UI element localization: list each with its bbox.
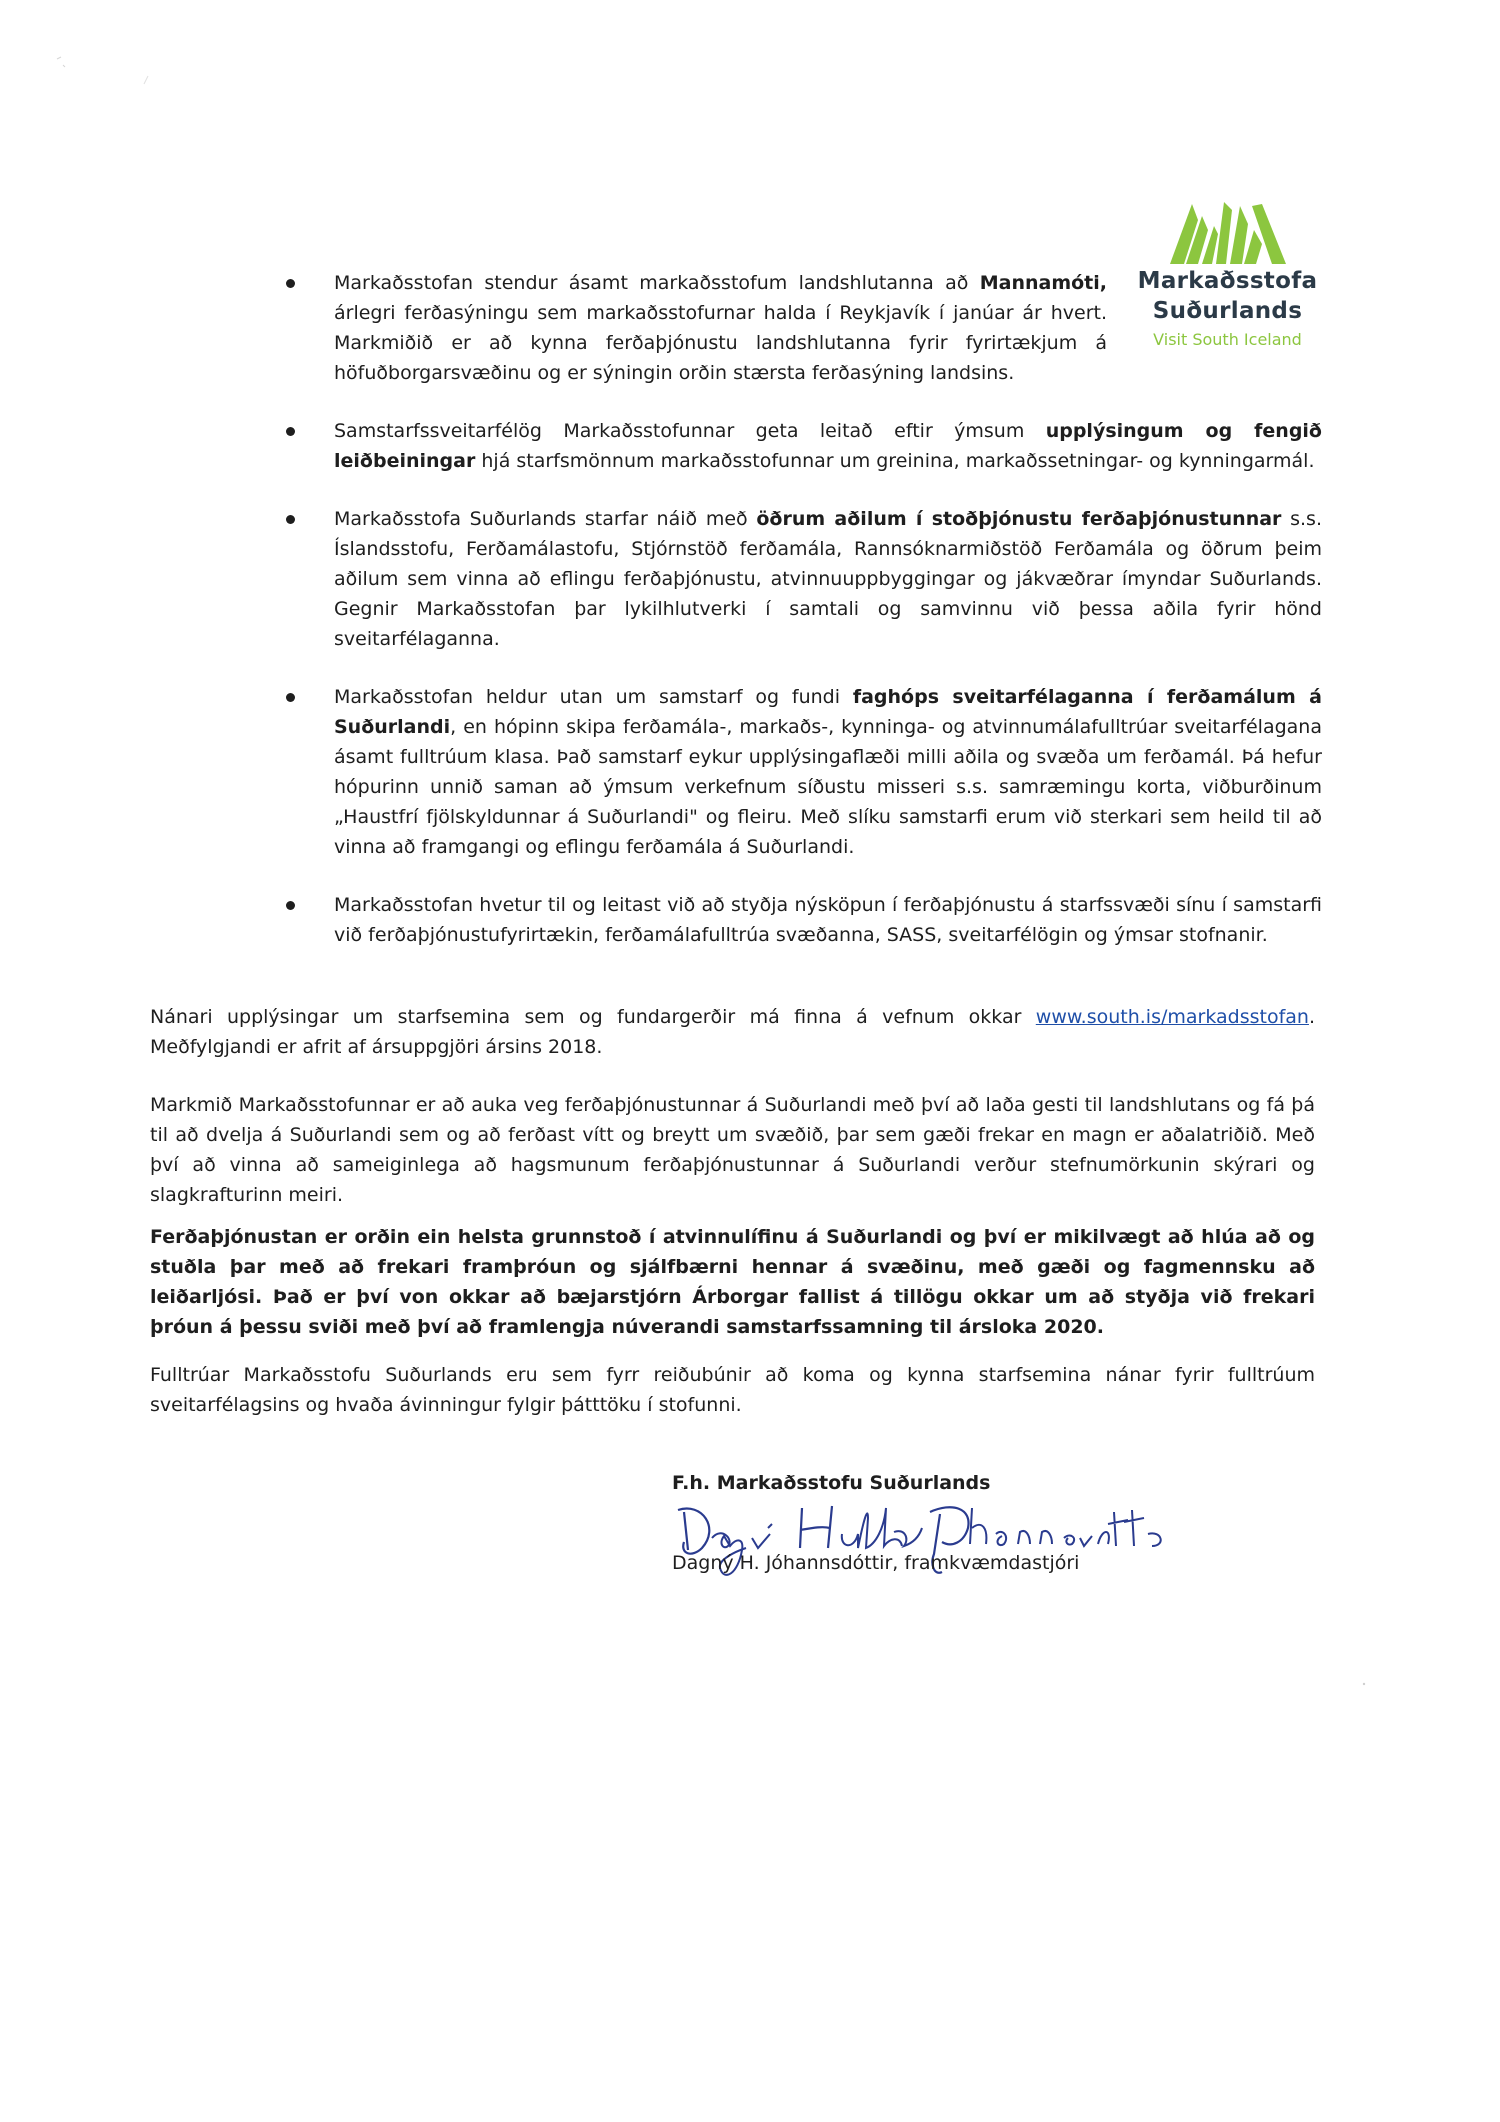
scan-speck bbox=[55, 55, 75, 75]
logo-name-line2: Suðurlands bbox=[1152, 298, 1303, 324]
logo-mark-icon bbox=[1168, 200, 1288, 266]
bullet-dot-icon bbox=[286, 901, 295, 910]
on-behalf-line: F.h. Markaðsstofu Suðurlands bbox=[672, 1472, 991, 1494]
scan-speck bbox=[140, 70, 160, 90]
signer-name-title: Dagný H. Jóhannsdóttir, framkvæmdastjóri bbox=[672, 1552, 1080, 1574]
bullet-mannamot: Markaðsstofan stendur ásamt markaðsstofum landshlutanna að Mannamóti, árlegri ferðasýningu sem markaðsstofurnar halda í Reykjavík í janúar ár hvert. Markmiðið er að kynna ferðaþjónustu landshlutanna fyrir fyrirtækjum á höfuðborgarsvæðinu og er sýningin orðin stærsta ferðasýning landsins. bbox=[282, 268, 1107, 388]
bullet-list bbox=[282, 268, 1322, 978]
website-link[interactable]: www.south.is/markadsstofan bbox=[1035, 1006, 1309, 1028]
bullet-dot-icon bbox=[286, 693, 295, 702]
bullet-partners: Markaðsstofa Suðurlands starfar náið með öðrum aðilum í stoðþjónustu ferðaþjónustunnar s.s. Íslandsstofu, Ferðamálastofu, Stjórnstöð ferðamála, Rannsóknarmiðstöð Ferðamála og öðrum þeim aðilum sem vinna að eflingu ferðaþjónustu, atvinnuuppbyggingar og jákvæðrar ímyndar Suðurlands. Gegnir Markaðsstofan þar lykilhlutverki í samtali og samvinnu við þessa aðila fyrir hönd sveitarfélaganna. bbox=[282, 504, 1322, 654]
goal-paragraph: Markmið Markaðsstofunnar er að auka veg ferðaþjónustunnar á Suðurlandi með því að laða gesti til landshlutans og fá þá til að dvelja á Suðurlandi sem og að ferðast vítt og breytt um svæðið, þar sem gæði frekar en magn er aðalatriðið. Með því að vinna að sameiginlega að hagsmunum ferðaþjónustunnar á Suðurlandi verður stefnumörkunin skýrari og slagkrafturinn meiri. bbox=[150, 1094, 1315, 1206]
scan-speck bbox=[1360, 1680, 1370, 1690]
bullet-dot-icon bbox=[286, 427, 295, 436]
bullet-dot-icon bbox=[286, 515, 295, 524]
bullet-faghopur: Markaðsstofan heldur utan um samstarf og fundi faghóps sveitarfélaganna í ferðamálum á Suðurlandi, en hópinn skipa ferðamála-, markaðs-, kynninga- og atvinnumálafulltrúar sveitarfélagana ásamt fulltrúum klasa. Það samstarf eykur upplýsingaflæði milli aðila og svæða um ferðamál. Þá hefur hópurinn unnið saman að ýmsum verkefnum síðustu misseri s.s. samræmingu korta, viðburðinum „Haustfrí fjölskyldunnar á Suðurlandi" og fleiru. Með slíku samstarfi erum við sterkari sem heild til að vinna að framgangi og eflingu ferðamála á Suðurlandi. bbox=[282, 682, 1322, 862]
bullet-dot-icon bbox=[286, 279, 295, 288]
bullet-innovation: Markaðsstofan hvetur til og leitast við að styðja nýsköpun í ferðaþjónustu á starfssvæði sínu í samstarfi við ferðaþjónustufyrirtækin, ferðamálafulltrúa svæðanna, SASS, sveitarfélögin og ýmsar stofnanir. bbox=[282, 890, 1322, 950]
closing-paragraph: Fulltrúar Markaðsstofu Suðurlands eru sem fyrr reiðubúnir að koma og kynna starfsemina nánar fyrir fulltrúum sveitarfélagsins og hvaða ávinningur fylgir þátttöku í stofunni. bbox=[150, 1364, 1315, 1416]
request-paragraph: Ferðaþjónustan er orðin ein helsta grunnstoð í atvinnulífinu á Suðurlandi og því er mikilvægt að hlúa að og stuðla þar með að frekari framþróun og sjálfbærni hennar á svæðinu, með gæði og fagmennsku að leiðarljósi. Það er því von okkar að bæjarstjórn Árborgar fallist á tillögu okkar um að styðja við frekari þróun á þessu sviði með því að framlengja núverandi samstarfssamning til ársloka 2020. bbox=[150, 1226, 1315, 1338]
info-paragraph: Nánari upplýsingar um starfsemina sem og fundargerðir má finna á vefnum okkar www.south.is/markadsstofan. Meðfylgjandi er afrit af ársuppgjöri ársins 2018. bbox=[150, 1006, 1315, 1058]
bullet-advice: Samstarfssveitarfélög Markaðsstofunnar geta leitað eftir ýmsum upplýsingum og fengið leiðbeiningar hjá starfsmönnum markaðsstofunnar um greinina, markaðssetningar- og kynningarmál. bbox=[282, 416, 1322, 476]
logo-tagline: Visit South Iceland bbox=[1153, 330, 1302, 349]
logo-name-line1: Markaðsstofa bbox=[1137, 268, 1318, 294]
